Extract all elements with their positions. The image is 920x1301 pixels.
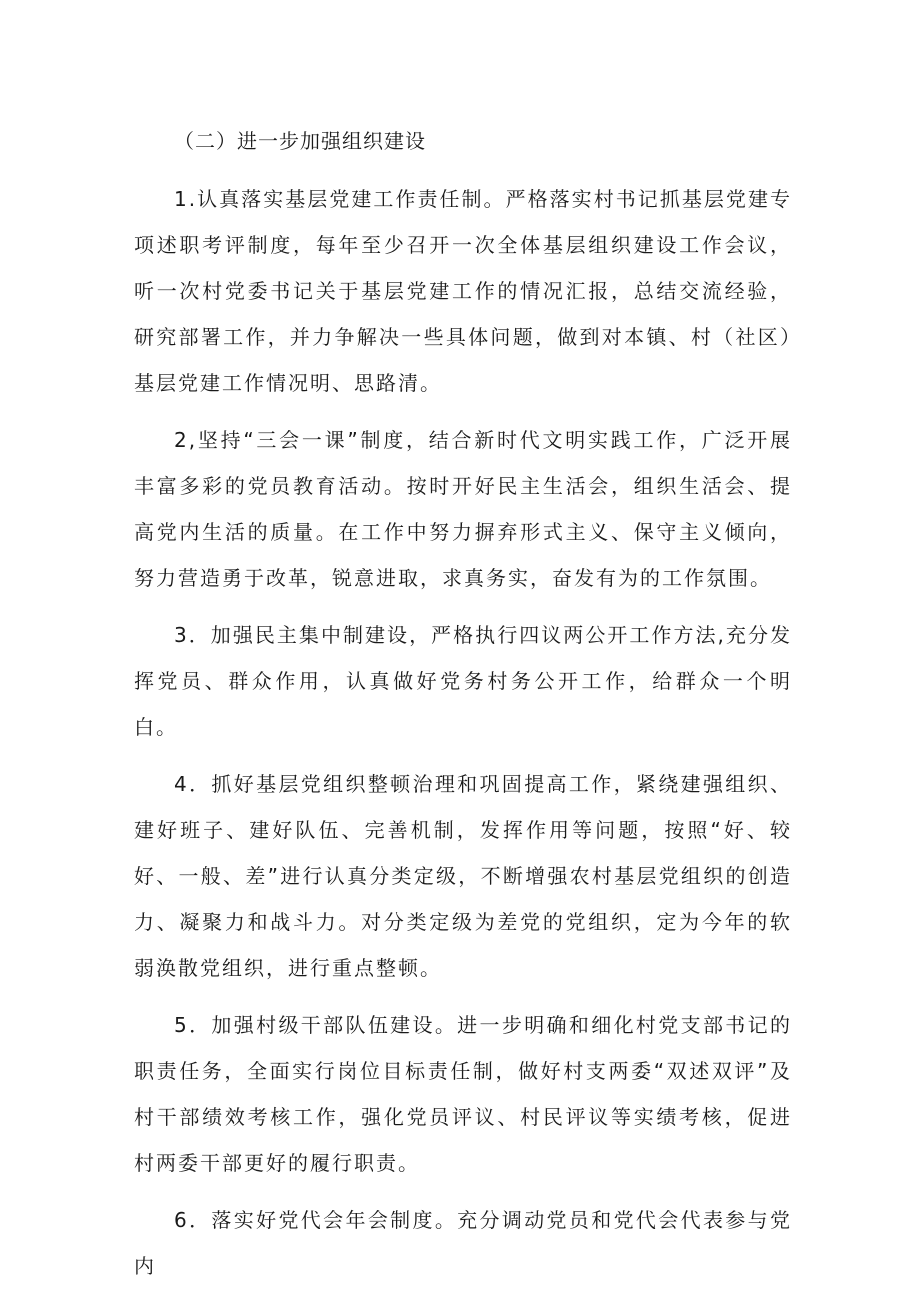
paragraph-5: 5．加强村级干部队伍建设。进一步明确和细化村党支部书记的职责任务，全面实行岗位目标责任制，做好村支两委“双述双评”及村干部绩效考核工作，强化党员评议、村民评议等实绩考核，促进村两委干部更好的履行职责。 [134,1013,792,1175]
paragraph-6: 6．落实好党代会年会制度。充分调动党员和党代会代表参与党内 [134,1208,792,1278]
paragraph-3: 3．加强民主集中制建设，严格执行四议两公开工作方法,充分发挥党员、群众作用，认真做好党务村务公开工作，给群众一个明白。 [134,623,792,739]
paragraph-2: 2,坚持“三会一课”制度，结合新时代文明实践工作，广泛开展丰富多彩的党员教育活动。按时开好民主生活会，组织生活会、提高党内生活的质量。在工作中努力摒弃形式主义、保守主义倾向，努力营造勇于改革，锐意进取，求真务实，奋发有为的工作氛围。 [134,428,792,590]
paragraph-1: 1.认真落实基层党建工作责任制。严格落实村书记抓基层党建专项述职考评制度，每年至少召开一次全体基层组织建设工作会议，听一次村党委书记关于基层党建工作的情况汇报，总结交流经验，研究部署工作，并力争解决一些具体问题，做到对本镇、村（社区）基层党建工作情况明、思路清。 [134,187,792,395]
section-heading: （二）进一步加强组织建设 [174,129,426,153]
document-body [134,118,792,1300]
paragraph-4: 4．抓好基层党组织整顿治理和巩固提高工作，紧绕建强组织、建好班子、建好队伍、完善机制，发挥作用等问题，按照“好、较好、一般、差”进行认真分类定级，不断增强农村基层党组织的创造力、凝聚力和战斗力。对分类定级为差党的党组织，定为今年的软弱涣散党组织，进行重点整顿。 [134,772,792,980]
